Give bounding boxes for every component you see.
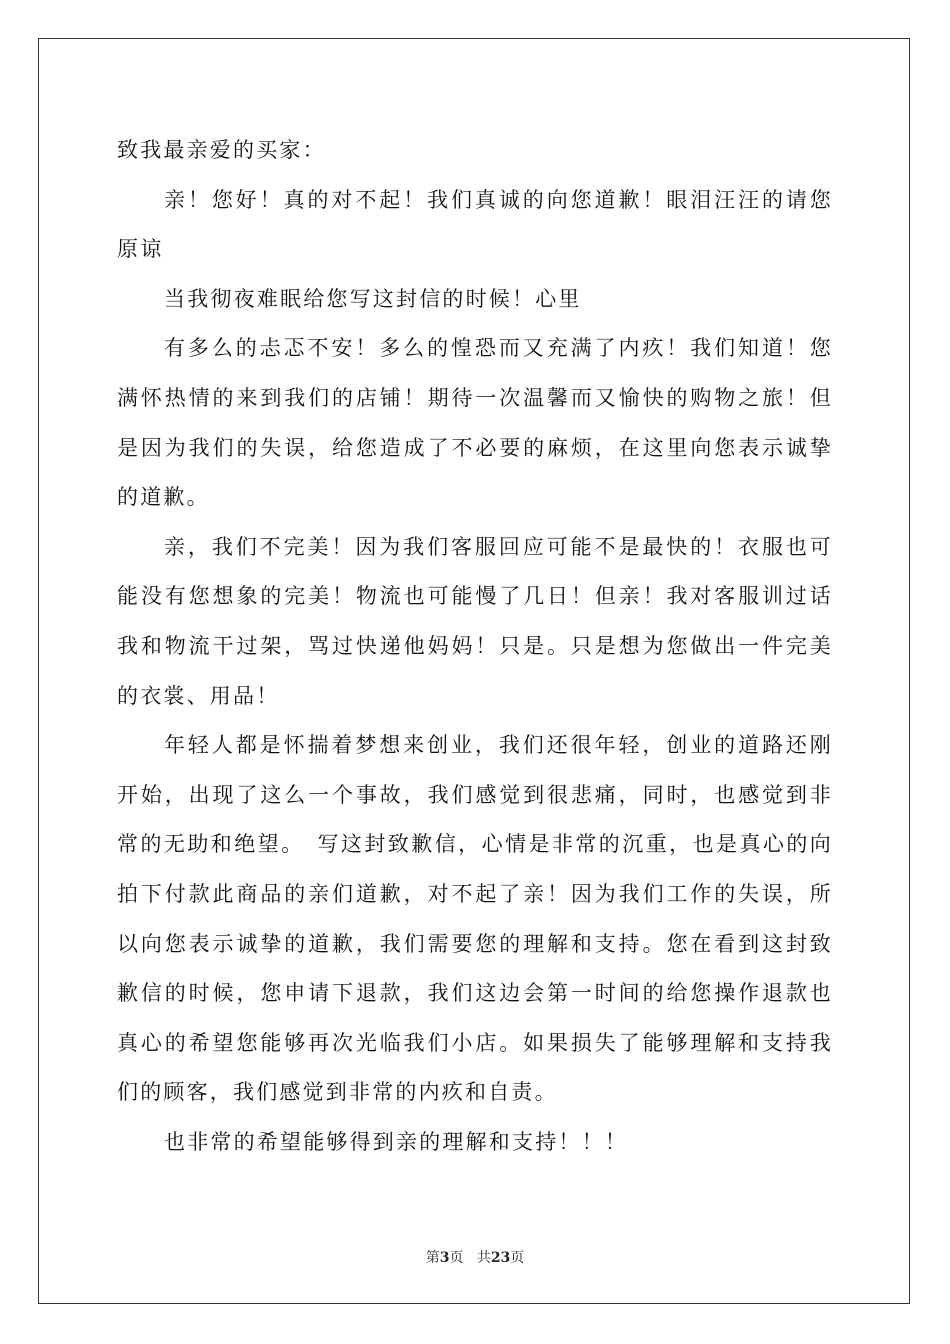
current-page: 3: [439, 1250, 450, 1266]
paragraph: 亲，我们不完美！因为我们客服回应可能不是最快的！衣服也可能没有您想象的完美！物流也可能慢了几日！但亲！我对客服训过话我和物流干过架，骂过快递他妈妈！只是。只是想为您做出一件完美的衣裳、用品！: [117, 534, 833, 708]
salutation: 致我最亲爱的买家：: [117, 138, 326, 162]
paragraph: 也非常的希望能够得到亲的理解和支持！！！: [164, 1129, 628, 1154]
total-pages: 23: [490, 1250, 511, 1266]
total-prefix: 共: [476, 1250, 491, 1266]
page-suffix: 页: [449, 1250, 464, 1266]
paragraph: 有多么的忐忑不安！多么的惶恐而又充满了内疚！我们知道！您满怀热情的来到我们的店铺！期待一次温馨而又愉快的购物之旅！但是因为我们的失误，给您造成了不必要的麻烦，在这里向您表示诚挚的道歉。: [117, 336, 833, 510]
total-suffix: 页: [510, 1250, 525, 1266]
letter-body: [117, 126, 833, 1167]
paragraph: 当我彻夜难眠给您写这封信的时候！心里: [164, 286, 582, 311]
page-prefix: 第: [425, 1250, 440, 1266]
page-number-footer: [0, 1247, 950, 1267]
paragraph: 年轻人都是怀揣着梦想来创业，我们还很年轻，创业的道路还刚开始，出现了这么一个事故，我们感觉到很悲痛，同时，也感觉到非常的无助和绝望。 写这封致歉信，心情是非常的沉重，也是真心的向拍下付款此商品的亲们道歉，对不起了亲！因为我们工作的失误，所以向您表示诚挚的道歉，我们需要您的理解和支持。您在看到这封致歉信的时候，您申请下退款，我们这边会第一时间的给您操作退款也真心的希望您能够再次光临我们小店。如果损失了能够理解和支持我们的顾客，我们感觉到非常的内疚和自责。: [117, 733, 833, 1105]
paragraph: 亲！您好！真的对不起！我们真诚的向您道歉！眼泪汪汪的请您原谅: [117, 187, 833, 262]
